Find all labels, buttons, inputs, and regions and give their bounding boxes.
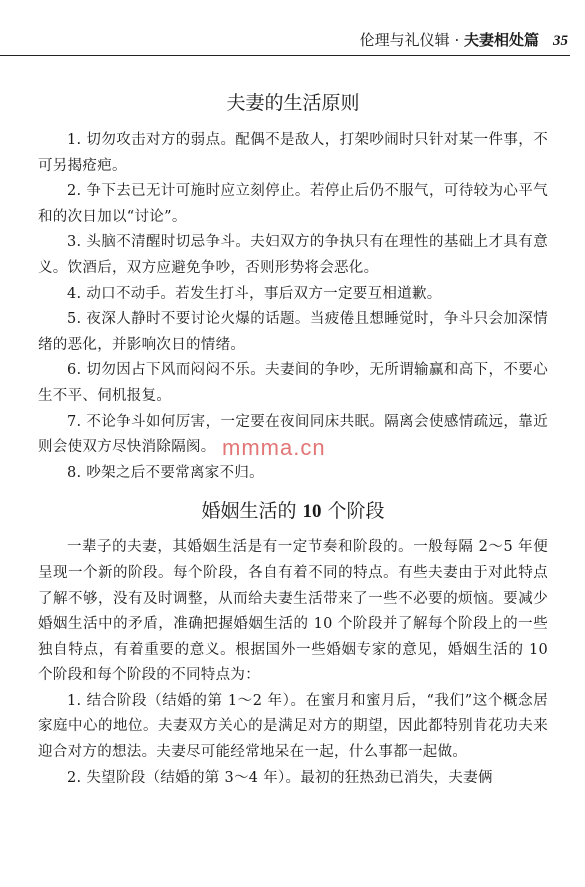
- stages-intro: 一辈子的夫妻，其婚姻生活是有一定节奏和阶段的。一般每隔 2～5 年便呈现一个新的阶段。每个阶段，各自有着不同的特点。有些夫妻由于对此特点了解不够，没有及时调整，从而给夫妻生活带来了一些不必要的烦恼。要减少婚姻生活中的矛盾，准确把握婚姻生活的 10 个阶段并了解每个阶段上的一些独自特点，有着重要的意义。根据国外一些婚姻专家的意见，婚姻生活的 10 个阶段和每个阶段的不同特点为：: [38, 539, 548, 684]
- book-title: 伦理与礼仪辑: [359, 31, 450, 49]
- principle-6: 6. 切勿因占下风而闷闷不乐。夫妻间的争吵，无所谓输赢和高下，不要心生不平、伺机报复。: [38, 362, 548, 404]
- principle-5: 5. 夜深人静时不要讨论火爆的话题。当疲倦且想睡觉时，争斗只会加深情绪的恶化，并影响次日的情绪。: [38, 311, 548, 353]
- principle-3: 3. 头脑不清醒时切忌争斗。夫妇双方的争执只有在理性的基础上才具有意义。饮酒后，双方应避免争吵，否则形势将会恶化。: [38, 234, 548, 276]
- page-number: 35: [553, 33, 568, 49]
- watermark: mmma.cn: [222, 435, 326, 460]
- principle-4: 4. 动口不动手。若发生打斗，事后双方一定要互相道歉。: [67, 285, 442, 302]
- heading-ten-stages-pre: 婚姻生活的: [201, 500, 303, 523]
- principle-7: 7. 不论争斗如何厉害，一定要在夜间同床共眠。隔离会使感情疏远，靠近则会使双方尽快消除隔阂。: [38, 413, 548, 456]
- principle-8: 8. 吵架之后不要常离家不归。: [67, 464, 264, 481]
- stage-1: 1. 结合阶段（结婚的第 1～2 年）。在蜜月和蜜月后，“我们”这个概念居家庭中心的地位。夫妻双方关心的是满足对方的期望，因此都特别肯花功夫来迎合对方的想法。夫妻尽可能经常地呆在一起，什么事都一起做。: [38, 692, 548, 761]
- heading-ten-stages-post: 个阶段: [321, 500, 385, 523]
- section-title: 夫妻相处篇: [463, 31, 539, 49]
- principle-1: 1. 切勿攻击对方的弱点。配偶不是敌人，打架吵闹时只针对某一件事，不可另揭疮疤。: [38, 132, 548, 174]
- running-header: [0, 28, 568, 52]
- heading-ten-stages: [38, 496, 548, 527]
- heading-living-principles: 夫妻的生活原则: [226, 92, 360, 114]
- header-rule: [0, 55, 570, 56]
- heading-ten-stages-num: 10: [302, 501, 322, 523]
- header-separator: ·: [449, 31, 464, 49]
- stage-2: 2. 失望阶段（结婚的第 3～4 年）。最初的狂热劲已消失，夫妻俩: [67, 769, 493, 786]
- principle-2: 2. 争下去已无计可施时应立刻停止。若停止后仍不服气，可待较为心平气和的次日加以“讨论”。: [38, 183, 548, 225]
